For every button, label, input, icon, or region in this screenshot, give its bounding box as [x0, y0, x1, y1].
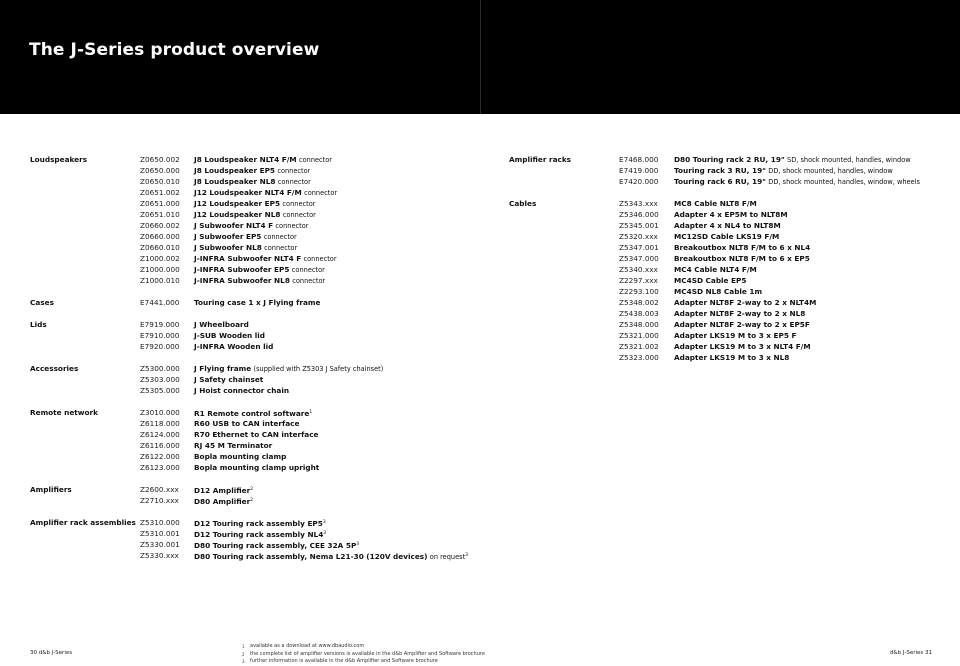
product-row [30, 341, 470, 352]
product-name: MC12SD Cable LKS19 F/M [674, 232, 780, 241]
product-name: Bopla mounting clamp [194, 452, 287, 461]
article-code: Z0660.010 [140, 243, 180, 252]
footnote-reference: 2 [250, 498, 254, 503]
product-note [768, 178, 920, 186]
article-code: Z1000.000 [140, 265, 180, 274]
product-note-text: connector [275, 222, 309, 230]
product-description [674, 352, 789, 363]
product-row [30, 165, 470, 176]
product-name: D12 Touring rack assembly EP5 [194, 519, 323, 529]
product-description [194, 341, 273, 352]
product-note-text: DD, shock mounted, handles, window [768, 167, 893, 175]
article-code: Z5300.000 [140, 364, 180, 373]
product-row [30, 176, 470, 187]
product-name: J12 Loudspeaker NL8 [194, 210, 281, 219]
product-description [674, 264, 757, 275]
product-name: J Subwoofer NL8 [194, 243, 262, 252]
footer-right-page-number: d&b J-Series 31 [889, 650, 932, 656]
product-note-text: connector [277, 178, 311, 186]
article-code: Z5343.xxx [619, 199, 658, 208]
product-description [194, 297, 320, 308]
footnote-reference: 3 [323, 531, 327, 536]
footnote-reference: 1 [309, 410, 313, 415]
article-code: Z0660.002 [140, 221, 180, 230]
article-code: Z5345.001 [619, 221, 659, 230]
product-name: R70 Ethernet to CAN interface [194, 430, 319, 439]
article-code: Z2710.xxx [140, 496, 179, 505]
product-row [30, 385, 470, 396]
product-name: J Flying frame [194, 364, 252, 373]
article-code: E7441.000 [140, 298, 180, 307]
category-label: Remote network [30, 408, 98, 417]
product-name: J Safety chainset [194, 375, 264, 384]
product-name: J-INFRA Subwoofer EP5 [194, 265, 290, 274]
product-note [304, 189, 337, 197]
product-row [30, 462, 470, 473]
product-description [674, 176, 920, 188]
product-description [194, 418, 299, 429]
product-section [509, 154, 949, 187]
product-row [30, 275, 470, 286]
product-name: J8 Loudspeaker NL8 [194, 177, 276, 186]
footnote-mark: 2 [242, 651, 245, 657]
product-description [674, 308, 805, 319]
footnote-mark: 3 [242, 659, 245, 664]
article-code: Z5346.000 [619, 210, 659, 219]
article-code: Z1000.010 [140, 276, 180, 285]
category-label: Amplifier racks [509, 155, 572, 164]
product-note-text: connector [282, 200, 316, 208]
product-row [509, 176, 949, 187]
product-description [674, 209, 788, 220]
article-code: Z2600.xxx [140, 485, 179, 494]
product-description [194, 495, 253, 508]
product-row [509, 352, 949, 363]
product-description [674, 275, 746, 286]
product-name: D80 Amplifier [194, 497, 251, 507]
product-description [674, 198, 757, 209]
product-note-text: connector [264, 244, 298, 252]
product-name: J Hoist connector chain [194, 386, 290, 395]
footnotes [242, 643, 485, 666]
product-row [30, 231, 470, 242]
category-label: Amplifiers [30, 485, 72, 494]
category-label: Cables [509, 199, 537, 208]
footnote-mark: 1 [242, 644, 245, 649]
footnote-reference: 3 [465, 553, 469, 558]
product-row [509, 253, 949, 264]
product-description [194, 385, 289, 396]
product-section [30, 319, 470, 352]
product-note [264, 244, 297, 252]
product-row [509, 198, 949, 209]
product-note [356, 542, 359, 550]
article-code: E7420.000 [619, 177, 659, 186]
product-name: D80 Touring rack assembly, Nema L21-30 (120V devices) [194, 552, 428, 562]
product-description [674, 330, 797, 341]
product-row [30, 374, 470, 385]
article-code: Z5340.xxx [619, 265, 658, 274]
product-name: MC4 Cable NLT4 F/M [674, 265, 757, 274]
product-name: Adapter 4 x NL4 to NLT8M [674, 221, 781, 230]
product-section [30, 407, 470, 473]
footnote-reference: 3 [356, 542, 360, 547]
product-row [30, 484, 470, 495]
product-description [194, 429, 319, 440]
product-name: RJ 45 M Terminator [194, 441, 273, 450]
product-row [30, 495, 470, 506]
product-name: Breakoutbox NLT8 F/M to 6 x EP5 [674, 254, 810, 263]
product-note [768, 167, 893, 175]
article-code: E7419.000 [619, 166, 659, 175]
product-note [250, 498, 253, 506]
article-code: Z5330.001 [140, 540, 180, 549]
product-name: J Wheelboard [194, 320, 249, 329]
article-code: Z6123.000 [140, 463, 180, 472]
article-code: Z5303.000 [140, 375, 180, 384]
product-name: Touring rack 6 RU, 19" [674, 177, 766, 186]
footnote-line [242, 643, 485, 651]
article-code: Z6116.000 [140, 441, 180, 450]
product-description [674, 286, 762, 297]
product-name: MC8 Cable NLT8 F/M [674, 199, 757, 208]
article-code: E7468.000 [619, 155, 659, 164]
article-code: Z5348.000 [619, 320, 659, 329]
product-note-text: DD, shock mounted, handles, window, wheels [768, 178, 920, 186]
right-column [509, 154, 949, 363]
article-code: Z5438.003 [619, 309, 659, 318]
product-row [509, 275, 949, 286]
product-note [292, 277, 325, 285]
article-code: Z0650.010 [140, 177, 180, 186]
product-name: Adapter NLT8F 2-way to 2 x NL8 [674, 309, 806, 318]
article-code: Z6124.000 [140, 430, 180, 439]
footnote-reference: 2 [250, 487, 254, 492]
product-row [509, 165, 949, 176]
product-row [509, 264, 949, 275]
product-description [674, 253, 810, 264]
product-name: J-INFRA Subwoofer NL8 [194, 276, 290, 285]
product-name: Touring rack 3 RU, 19" [674, 166, 766, 175]
product-description [674, 242, 810, 253]
product-row [30, 253, 470, 264]
product-note-text: on request [429, 553, 466, 562]
product-section [30, 517, 470, 561]
product-name: Adapter LKS19 M to 3 x EP5 F [674, 331, 797, 340]
footnote-text: further information is available in the d&b Amplifier and Software brochure [250, 658, 438, 664]
product-description [194, 550, 468, 563]
product-description [194, 451, 286, 462]
product-name: J-SUB Wooden lid [194, 331, 265, 340]
product-name: D80 Touring rack 2 RU, 19" [674, 155, 785, 164]
product-note-text: (supplied with Z5303 J Safety chainset) [253, 365, 384, 373]
product-description [674, 220, 781, 231]
footnote-text: available as a download at www.dbaudio.com [250, 643, 365, 649]
article-code: Z0651.002 [140, 188, 180, 197]
product-note [283, 211, 316, 219]
product-row [30, 528, 470, 539]
product-row [30, 209, 470, 220]
product-name: J8 Loudspeaker NLT4 F/M [194, 155, 297, 164]
product-section [30, 154, 470, 286]
article-code: Z0651.010 [140, 210, 180, 219]
product-name: D80 Touring rack assembly, CEE 32A 5P [194, 541, 357, 551]
category-label: Loudspeakers [30, 155, 88, 164]
article-code: Z5305.000 [140, 386, 180, 395]
article-code: E7920.000 [140, 342, 180, 351]
product-description [194, 462, 319, 473]
footnote-text: the complete list of amplifier versions is available in the d&b Amplifier and Software brochure [250, 650, 485, 657]
product-name: R1 Remote control software [194, 409, 310, 419]
product-row [30, 154, 470, 165]
product-note-text: connector [282, 211, 316, 219]
category-label: Cases [30, 298, 54, 307]
product-row [30, 363, 470, 374]
category-label: Lids [30, 320, 47, 329]
product-note-text: SD, shock mounted, handles, window [787, 156, 911, 164]
product-description [194, 275, 325, 287]
product-note [323, 520, 326, 528]
product-name: J12 Loudspeaker EP5 [194, 199, 281, 208]
product-name: Adapter NLT8F 2-way to 2 x NLT4M [674, 298, 817, 307]
article-code: Z0660.000 [140, 232, 180, 241]
product-note [277, 167, 310, 175]
article-code: Z2293.100 [619, 287, 659, 296]
product-note [254, 365, 384, 373]
product-description [674, 297, 816, 308]
product-section [30, 297, 470, 308]
product-section [509, 198, 949, 363]
product-note [264, 233, 297, 241]
product-note [304, 255, 337, 263]
product-row [30, 440, 470, 451]
product-note-text: connector [298, 156, 333, 164]
product-note [282, 200, 315, 208]
product-note [299, 156, 332, 164]
product-note [430, 553, 468, 561]
product-description [674, 341, 811, 352]
article-code: Z5310.000 [140, 518, 180, 527]
product-row [30, 451, 470, 462]
product-row [509, 220, 949, 231]
product-row [30, 242, 470, 253]
product-row [30, 550, 470, 561]
category-label: Accessories [30, 364, 79, 373]
product-row [30, 297, 470, 308]
product-row [30, 539, 470, 550]
product-name: MC4SD NL8 Cable 1m [674, 287, 763, 296]
article-code: Z5321.000 [619, 331, 659, 340]
product-note [278, 178, 311, 186]
product-row [509, 209, 949, 220]
header-band [0, 0, 960, 114]
product-name: Adapter 4 x EP5M to NLT8M [674, 210, 788, 219]
article-code: Z2297.xxx [619, 276, 658, 285]
product-row [509, 231, 949, 242]
product-row [509, 341, 949, 352]
page-title: The J-Series product overview [29, 40, 320, 60]
article-code: Z5310.001 [140, 529, 180, 538]
product-note-text: connector [304, 189, 338, 197]
product-note-text: connector [303, 255, 337, 263]
article-code: Z5347.001 [619, 243, 659, 252]
product-description [674, 231, 779, 242]
product-note [250, 487, 253, 495]
product-name: J-INFRA Subwoofer NLT4 F [194, 254, 302, 263]
article-code: E7910.000 [140, 331, 180, 340]
product-name: J-INFRA Wooden lid [194, 342, 274, 351]
article-code: Z0651.000 [140, 199, 180, 208]
product-row [509, 154, 949, 165]
product-description [194, 374, 263, 385]
article-code: Z6122.000 [140, 452, 180, 461]
left-column [30, 154, 470, 561]
category-label: Amplifier rack assemblies [30, 518, 136, 527]
product-row [30, 220, 470, 231]
product-name: MC4SD Cable EP5 [674, 276, 747, 285]
product-row [30, 187, 470, 198]
product-row [509, 319, 949, 330]
product-name: Adapter NLT8F 2-way to 2 x EP5F [674, 320, 810, 329]
product-name: D12 Amplifier [194, 486, 251, 496]
product-name: Adapter LKS19 M to 3 x NL8 [674, 353, 790, 362]
product-note [292, 266, 325, 274]
product-name: J8 Loudspeaker EP5 [194, 166, 276, 175]
article-code: Z6118.000 [140, 419, 180, 428]
product-name: R60 USB to CAN interface [194, 419, 300, 428]
article-code: Z3010.000 [140, 408, 180, 417]
product-row [30, 517, 470, 528]
article-code: Z5330.xxx [140, 551, 179, 560]
product-row [509, 308, 949, 319]
product-row [30, 319, 470, 330]
product-note-text: connector [277, 167, 311, 175]
product-note [323, 531, 326, 539]
product-note [787, 156, 911, 164]
product-description [194, 319, 249, 330]
product-note-text: connector [292, 277, 326, 285]
article-code: Z5321.002 [619, 342, 659, 351]
article-code: Z5320.xxx [619, 232, 658, 241]
product-name: Breakoutbox NLT8 F/M to 6 x NL4 [674, 243, 811, 252]
product-row [30, 429, 470, 440]
product-section [30, 363, 470, 396]
page-fold [480, 0, 481, 114]
product-row [30, 418, 470, 429]
product-row [509, 330, 949, 341]
product-row [30, 330, 470, 341]
article-code: Z0650.002 [140, 155, 180, 164]
product-note-text: connector [263, 233, 297, 241]
product-name: J Subwoofer NLT4 F [194, 221, 274, 230]
product-row [509, 297, 949, 308]
product-name: J12 Loudspeaker NLT4 F/M [194, 188, 302, 197]
footer-left-page-number: 30 d&b J-Series [30, 650, 73, 656]
product-name: J Subwoofer EP5 [194, 232, 262, 241]
footnote-line [242, 651, 485, 659]
product-section [30, 484, 470, 506]
product-name: Bopla mounting clamp upright [194, 463, 320, 472]
product-description [194, 330, 265, 341]
product-note [275, 222, 308, 230]
product-name: Adapter LKS19 M to 3 x NLT4 F/M [674, 342, 811, 351]
article-code: Z1000.002 [140, 254, 180, 263]
footnote-reference: 3 [322, 520, 326, 525]
product-row [30, 198, 470, 209]
product-note [309, 410, 312, 418]
product-description [194, 440, 272, 451]
article-code: Z0650.000 [140, 166, 180, 175]
product-row [509, 286, 949, 297]
product-row [509, 242, 949, 253]
article-code: Z5347.000 [619, 254, 659, 263]
article-code: E7919.000 [140, 320, 180, 329]
product-name: D12 Touring rack assembly NL4 [194, 530, 324, 540]
article-code: Z5348.002 [619, 298, 659, 307]
product-note-text: connector [291, 266, 325, 274]
product-row [30, 264, 470, 275]
article-code: Z5323.000 [619, 353, 659, 362]
product-name: Touring case 1 x J Flying frame [194, 298, 321, 307]
product-description [674, 319, 810, 330]
product-row [30, 407, 470, 418]
footnote-line [242, 658, 485, 666]
